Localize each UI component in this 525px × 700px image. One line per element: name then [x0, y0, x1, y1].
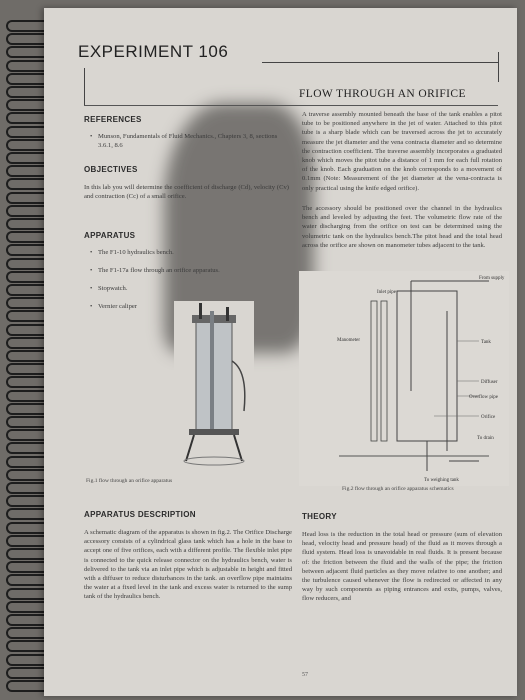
binding-ring [6, 456, 46, 468]
apparatus-item: • The F1-10 hydraulics bench. [98, 248, 288, 257]
spiral-binding [0, 0, 44, 700]
binding-ring [6, 192, 46, 204]
title-bracket-right [498, 52, 499, 82]
fig2-caption: Fig.2 flow through an orifice apparatus schematics [342, 486, 454, 492]
label-from-supply: From supply [479, 276, 505, 281]
binding-ring [6, 46, 46, 58]
apparatus-item: • The F1-17a flow through an orifice apparatus. [98, 266, 288, 275]
experiment-title: EXPERIMENT 106 [78, 42, 229, 61]
binding-ring [6, 390, 46, 402]
binding-ring [6, 73, 46, 85]
binding-ring [6, 403, 46, 415]
binding-ring [6, 244, 46, 256]
binding-ring [6, 86, 46, 98]
apparatus-description-text: A schematic diagram of the apparatus is shown in fig.2. The Orifice Discharge accessory consists of a cylindrical glass tank which has a hole in the base to accept one of five orifices, each with a different profile. The flexible inlet pipe is connected to the quick release connector on the hydraulics bench, water is delivered to the tank via an inlet pipe which is adjustable in height and fitted with a diffuser to reduce disturbances in the tank. an overflow pipe maintains the water at a fixed level in the tank and excess water is returned to the sump tank of the hydraulics bench. [84, 529, 292, 601]
label-overflow-pipe: Overflow pipe [469, 395, 499, 400]
label-diffuser: Diffuser [481, 380, 498, 385]
accessory-paragraph: The accessory should be positioned over the channel in the hydraulics bench and leveled by adjusting the feet. The volumetric flow rate of the water discharging from the orifice on test can be determined using the volumetric tank on the hydraulics bench.The pitot head and the total head across the orifice are shown on manometer tubes adjacent to the tank. [302, 205, 502, 249]
binding-ring [6, 495, 46, 507]
title-bracket-left [84, 68, 85, 106]
binding-ring [6, 376, 46, 388]
binding-ring [6, 588, 46, 600]
binding-ring [6, 442, 46, 454]
label-orifice: Orifice [481, 415, 496, 420]
binding-ring [6, 20, 46, 32]
binding-ring [6, 640, 46, 652]
binding-ring [6, 205, 46, 217]
experiment-subtitle: FLOW THROUGH AN ORIFICE [299, 88, 466, 100]
binding-ring [6, 33, 46, 45]
binding-ring [6, 271, 46, 283]
apparatus-item: • Vernier caliper [98, 302, 288, 311]
theory-text: Head loss is the reduction in the total head or pressure (sum of elevation head, velocity head and pressure head) of the fluid as it moves through a fluid system. Head loss is unavoidable in real fluids. It is present because of: the friction between the fluid and the walls of the pipe; the friction between adjacent fluid particles as they move relative to one another; and the turbulence caused whenever the flow is redirected or affected in any way by such components as piping entrances and exits, pumps, valves, flow reducers, and [302, 531, 502, 603]
binding-ring [6, 508, 46, 520]
binding-ring [6, 139, 46, 151]
label-tank: Tank [481, 340, 491, 345]
references-heading: REFERENCES [84, 115, 142, 124]
binding-ring [6, 258, 46, 270]
binding-ring [6, 522, 46, 534]
binding-ring [6, 667, 46, 679]
binding-ring [6, 324, 46, 336]
label-inlet-pipe: Inlet pipe [377, 290, 397, 295]
fig1-caption: Fig.1 flow through an orifice apparatus [86, 478, 173, 484]
objectives-heading: OBJECTIVES [84, 165, 138, 174]
binding-ring [6, 337, 46, 349]
reference-item: • Munson, Fundamentals of Fluid Mechanics., Chapters 3, 8, sections 3.6.1, 8.6 [98, 132, 288, 150]
apparatus-description-heading: APPARATUS DESCRIPTION [84, 510, 196, 519]
binding-ring [6, 561, 46, 573]
binding-ring [6, 350, 46, 362]
title-rule [262, 62, 498, 63]
binding-ring [6, 112, 46, 124]
label-weighing-tank: To weighing tank [424, 478, 459, 483]
apparatus-heading: APPARATUS [84, 231, 136, 240]
label-manometer: Manometer [337, 338, 361, 343]
binding-ring [6, 165, 46, 177]
binding-ring [6, 363, 46, 375]
binding-ring [6, 614, 46, 626]
apparatus-item: • Stopwatch. [98, 284, 288, 293]
binding-ring [6, 601, 46, 613]
binding-ring [6, 126, 46, 138]
binding-ring [6, 429, 46, 441]
binding-ring [6, 469, 46, 481]
binding-ring [6, 297, 46, 309]
binding-ring [6, 218, 46, 230]
binding-ring [6, 416, 46, 428]
binding-ring [6, 548, 46, 560]
binding-ring [6, 535, 46, 547]
binding-ring [6, 152, 46, 164]
binding-ring [6, 178, 46, 190]
binding-ring [6, 99, 46, 111]
binding-ring [6, 574, 46, 586]
binding-ring [6, 482, 46, 494]
page-number: 57 [302, 672, 308, 678]
binding-ring [6, 60, 46, 72]
subtitle-rule [84, 105, 498, 106]
theory-heading: THEORY [302, 512, 337, 521]
traverse-paragraph: A traverse assembly mounted beneath the base of the tank enables a pitot tube to be positioned anywhere in the jet of water. Attached to this pitot tube is a sharp blade which can be traversed across the jet to accurately measure the jet diameter and the vena contracta diameter and so determine the contraction coefficient. The traverse assembly incorporates a graduated knob which moves the pitot tube a distance of 1 mm for each full rotation of the knob. Each graduation on the knob corresponds to a movement of 0.1mm (Note: Measurement of the jet diameter at the vena-contracta is only practical using the knife edged orifice). [302, 111, 502, 192]
binding-ring [6, 231, 46, 243]
apparatus-photo [174, 301, 254, 473]
document-page [44, 8, 517, 696]
apparatus-schematic [299, 271, 509, 486]
binding-ring [6, 680, 46, 692]
binding-ring [6, 284, 46, 296]
label-to-drain: To drain [477, 436, 494, 441]
objectives-text: In this lab you will determine the coefficient of discharge (Cd), velocity (Cv) and contraction (Cc) of a small orifice. [84, 184, 289, 201]
binding-ring [6, 654, 46, 666]
binding-ring [6, 310, 46, 322]
binding-ring [6, 627, 46, 639]
